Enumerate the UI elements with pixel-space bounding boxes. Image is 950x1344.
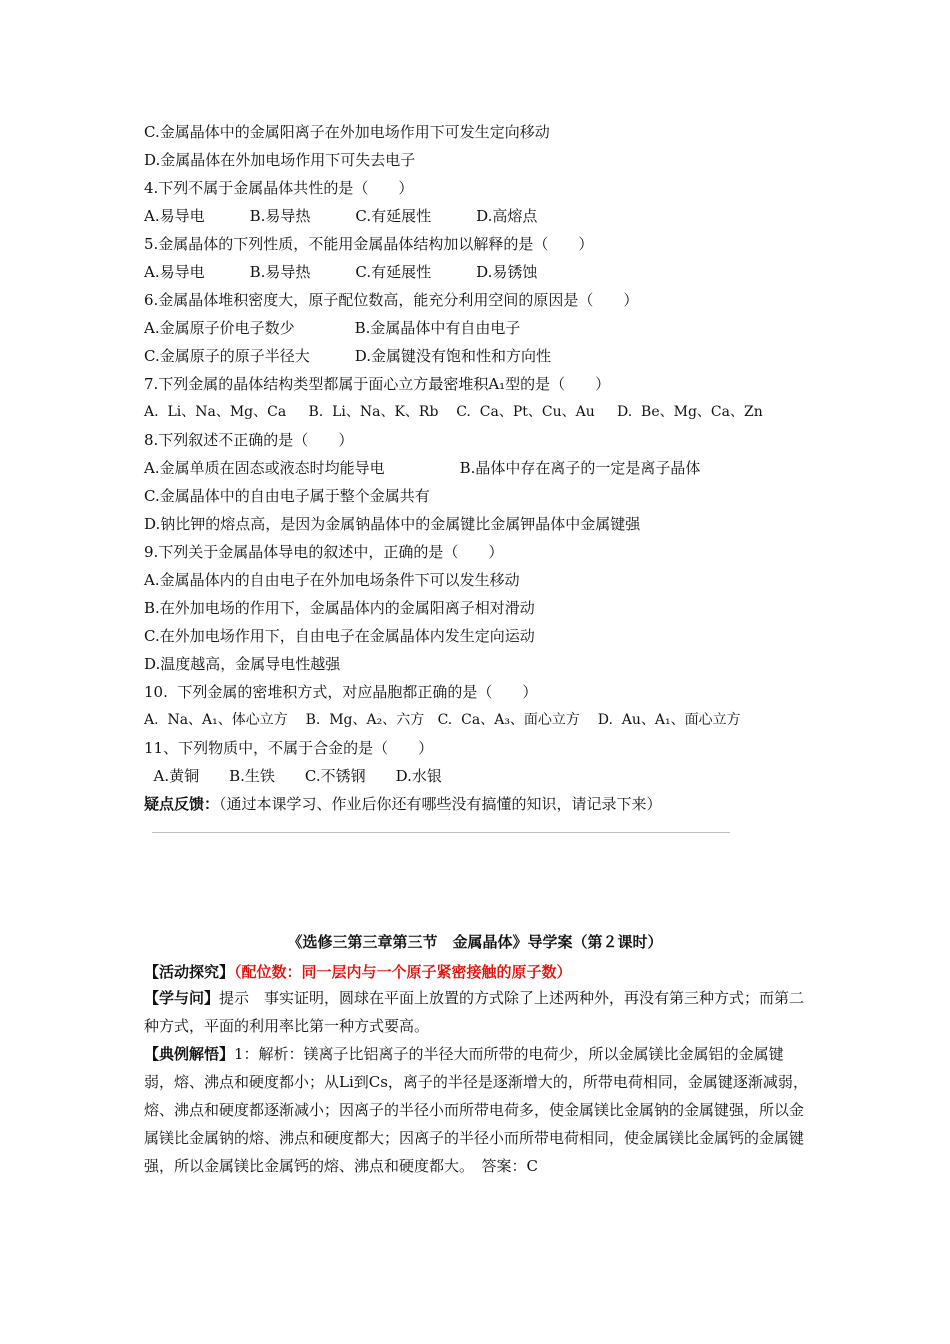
feedback-line bbox=[144, 794, 662, 814]
question-11: 11、下列物质中，不属于合金的是（ ） bbox=[144, 739, 434, 757]
example-label: 【典例解悟】 bbox=[144, 1045, 235, 1063]
study-paragraph bbox=[144, 984, 810, 1040]
option-c-q8: C.金属晶体中的自由电子属于整个金属共有 bbox=[144, 487, 430, 505]
question-6: 6.金属晶体堆积密度大，原子配位数高，能充分利用空间的原因是（ ） bbox=[144, 291, 639, 309]
options-q11: A.黄铜 B.生铁 C.不锈钢 D.水银 bbox=[144, 767, 442, 785]
question-10: 10. 下列金属的密堆积方式，对应晶胞都正确的是（ ） bbox=[144, 683, 538, 701]
example-paragraph bbox=[144, 1040, 810, 1180]
option-d-q8: D.钠比钾的熔点高，是因为金属钠晶体中的金属键比金属钾晶体中金属键强 bbox=[144, 515, 641, 533]
feedback-text: （通过本课学习、作业后你还有哪些没有搞懂的知识，请记录下来） bbox=[219, 795, 662, 813]
options-q7: A. Li、Na、Mg、Ca B. Li、Na、K、Rb C. Ca、Pt、Cu、Au D. Be、Mg、Ca、Zn bbox=[144, 404, 763, 420]
option-b-q9: B.在外加电场的作用下，金属晶体内的金属阳离子相对滑动 bbox=[144, 599, 535, 617]
option-d-q3: D.金属晶体在外加电场作用下可失去电子 bbox=[144, 151, 416, 169]
activity-text: （配位数：同一层内与一个原子紧密接触的原子数） bbox=[234, 963, 572, 981]
lesson-title: 《选修三第三章第三节 金属晶体》导学案（第２课时） bbox=[287, 933, 663, 951]
activity-line bbox=[144, 962, 572, 982]
option-d-q9: D.温度越高，金属导电性越强 bbox=[144, 655, 341, 673]
option-a-q9: A.金属晶体内的自由电子在外加电场条件下可以发生移动 bbox=[144, 571, 520, 589]
study-text: 提示 事实证明，圆球在平面上放置的方式除了上述两种外，再没有第三种方式；而第二种方式，平面的利用率比第一种方式要高。 bbox=[144, 989, 805, 1035]
option-c-q9: C.在外加电场作用下，自由电子在金属晶体内发生定向运动 bbox=[144, 627, 535, 645]
options-q6-cd: C.金属原子的原子半径大 D.金属键没有饱和性和方向性 bbox=[144, 347, 551, 365]
question-8: 8.下列叙述不正确的是（ ） bbox=[144, 431, 354, 449]
answer-rule bbox=[152, 832, 730, 833]
options-q4: A.易导电 B.易导热 C.有延展性 D.高熔点 bbox=[144, 207, 538, 225]
activity-label: 【活动探究】 bbox=[144, 963, 235, 981]
feedback-label: 疑点反馈： bbox=[144, 795, 220, 813]
options-q5: A.易导电 B.易导热 C.有延展性 D.易锈蚀 bbox=[144, 263, 538, 281]
question-9: 9.下列关于金属晶体导电的叙述中，正确的是（ ） bbox=[144, 543, 504, 561]
option-c-q3: C.金属晶体中的金属阳离子在外加电场作用下可发生定向移动 bbox=[144, 123, 550, 141]
question-4: 4.下列不属于金属晶体共性的是（ ） bbox=[144, 179, 414, 197]
example-text: 1：解析：镁离子比铝离子的半径大而所带的电荷少，所以金属镁比金属铝的金属键弱，熔、沸点和硬度都小；从Li到Cs，离子的半径是逐渐增大的，所带电荷相同，金属键逐渐减弱，熔、沸点和硬度都逐渐减小；因离子的半径小而所带电荷多，使金属镁比金属钠的金属键强，所以金属镁比金属钠的熔、沸点和硬度都大；因离子的半径小而所带电荷相同，使金属镁比金属钙的金属键强，所以金属镁比金属钙的熔、沸点和硬度都大。 答案：C bbox=[144, 1045, 808, 1175]
options-q8-ab: A.金属单质在固态或液态时均能导电 B.晶体中存在离子的一定是离子晶体 bbox=[144, 459, 701, 477]
options-q10: A. Na、A₁、体心立方 B. Mg、A₂、六方 C. Ca、A₃、面心立方 D. Au、A₁、面心立方 bbox=[144, 712, 741, 728]
question-5: 5.金属晶体的下列性质，不能用金属晶体结构加以解释的是（ ） bbox=[144, 235, 594, 253]
options-q6-ab: A.金属原子价电子数少 B.金属晶体中有自由电子 bbox=[144, 319, 521, 337]
question-7: 7.下列金属的晶体结构类型都属于面心立方最密堆积A₁型的是（ ） bbox=[144, 375, 611, 393]
study-label: 【学与问】 bbox=[144, 989, 220, 1007]
